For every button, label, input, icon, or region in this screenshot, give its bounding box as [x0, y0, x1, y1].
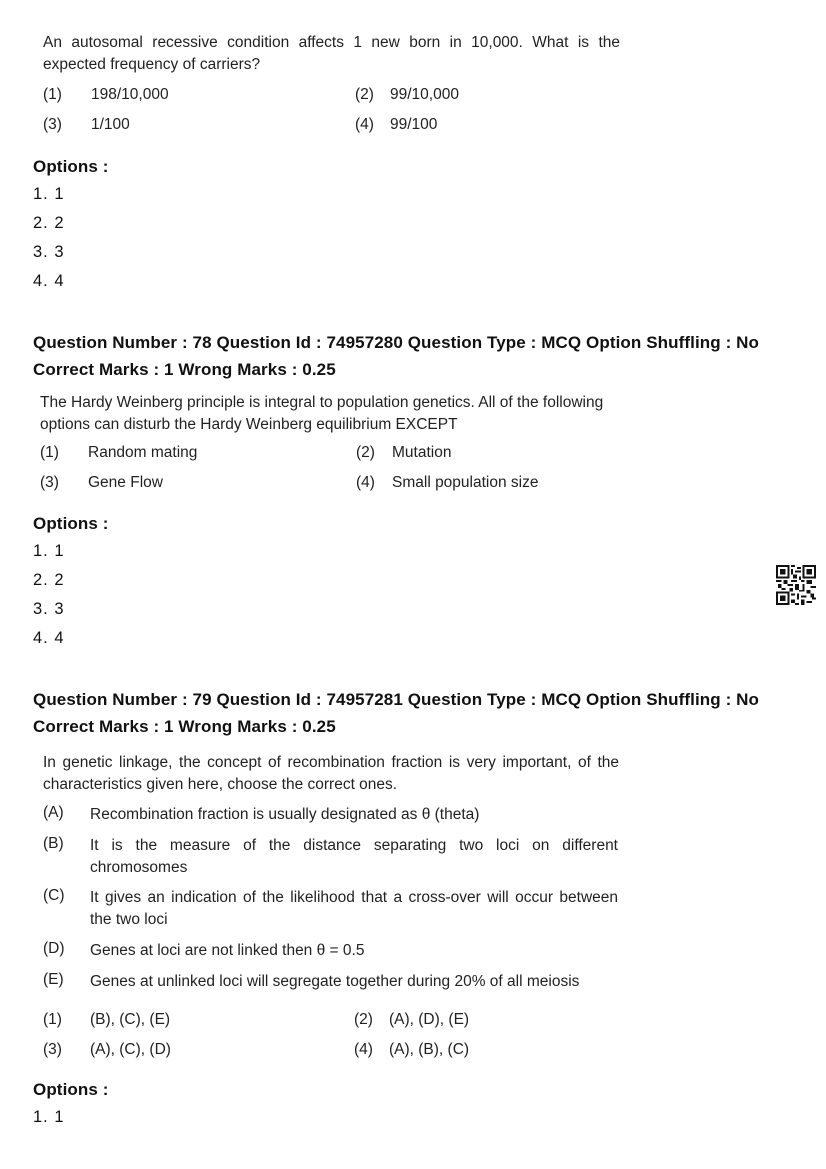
q79-statement-e-label: (E)	[43, 971, 64, 988]
question-77-text: An autosomal recessive condition affects 1 new born in 10,000. What is the expected frequency of carriers?	[43, 34, 620, 73]
q79-options-label: Options :	[33, 1080, 109, 1099]
q78-options-label: Options :	[33, 514, 109, 533]
q79-statement-a-text: Recombination fraction is usually designated as θ (theta)	[90, 806, 480, 823]
q77-option-3: 3. 3	[33, 243, 65, 261]
q79-choice-4-text: (A), (B), (C)	[389, 1041, 470, 1058]
q78-choice-1-num: (1)	[40, 444, 59, 461]
q78-choice-3-num: (3)	[40, 474, 59, 491]
q79-header: Question Number : 79 Question Id : 74957281 Question Type : MCQ Option Shuffling : No	[33, 690, 760, 709]
q79-statement-d-text: Genes at loci are not linked then θ = 0.5	[90, 942, 365, 959]
question-78-text-line1: The Hardy Weinberg principle is integral to population genetics. All of the following	[40, 394, 604, 411]
q78-choice-2-num: (2)	[356, 444, 375, 461]
q78-header: Question Number : 78 Question Id : 74957280 Question Type : MCQ Option Shuffling : No	[33, 333, 760, 352]
q77-options-label: Options :	[33, 157, 109, 176]
q79-choice-3-text: (A), (C), (D)	[90, 1041, 171, 1058]
q79-choice-1-num: (1)	[43, 1011, 62, 1028]
q79-choice-2-text: (A), (D), (E)	[389, 1011, 470, 1028]
q77-choice-4-text: 99/100	[390, 116, 438, 133]
q77-choice-3-text: 1/100	[91, 116, 130, 133]
q79-statement-b-text: It is the measure of the distance separating two loci on different chromosomes	[90, 837, 618, 876]
q77-choice-3-num: (3)	[43, 116, 62, 133]
q79-statement-a-label: (A)	[43, 804, 64, 821]
q79-option-1: 1. 1	[33, 1108, 65, 1126]
q77-option-4: 4. 4	[33, 272, 65, 290]
q79-statement-d-label: (D)	[43, 940, 65, 957]
q79-choice-2-num: (2)	[354, 1011, 373, 1028]
q78-option-3: 3. 3	[33, 600, 65, 618]
q78-option-1: 1. 1	[33, 542, 65, 560]
q77-option-1: 1. 1	[33, 185, 65, 203]
q78-choice-3-text: Gene Flow	[88, 474, 163, 491]
question-78-text-line2: options can disturb the Hardy Weinberg equilibrium EXCEPT	[40, 416, 458, 433]
question-79-text: In genetic linkage, the concept of recombination fraction is very important, of the characteristics given here, choose the correct ones.	[43, 754, 619, 793]
q77-choice-2-text: 99/10,000	[390, 86, 459, 103]
qr-code-icon	[776, 565, 816, 605]
q79-statement-e-text: Genes at unlinked loci will segregate together during 20% of all meiosis	[90, 973, 580, 990]
q78-marks: Correct Marks : 1 Wrong Marks : 0.25	[33, 360, 336, 379]
q79-choice-4-num: (4)	[354, 1041, 373, 1058]
q78-option-2: 2. 2	[33, 571, 65, 589]
q78-choice-4-text: Small population size	[392, 474, 539, 491]
q77-choice-4-num: (4)	[355, 116, 374, 133]
q78-choice-2-text: Mutation	[392, 444, 452, 461]
q79-statement-c-label: (C)	[43, 887, 65, 904]
q78-choice-4-num: (4)	[356, 474, 375, 491]
q77-option-2: 2. 2	[33, 214, 65, 232]
q79-choice-1-text: (B), (C), (E)	[90, 1011, 171, 1028]
q79-choice-3-num: (3)	[43, 1041, 62, 1058]
q78-option-4: 4. 4	[33, 629, 65, 647]
q77-choice-1-num: (1)	[43, 86, 62, 103]
q79-statement-b-label: (B)	[43, 835, 64, 852]
q79-statement-c-text: It gives an indication of the likelihood that a cross-over will occur between the two loci	[90, 889, 618, 928]
q78-choice-1-text: Random mating	[88, 444, 198, 461]
q77-choice-2-num: (2)	[355, 86, 374, 103]
q79-marks: Correct Marks : 1 Wrong Marks : 0.25	[33, 717, 336, 736]
q77-choice-1-text: 198/10,000	[91, 86, 169, 103]
